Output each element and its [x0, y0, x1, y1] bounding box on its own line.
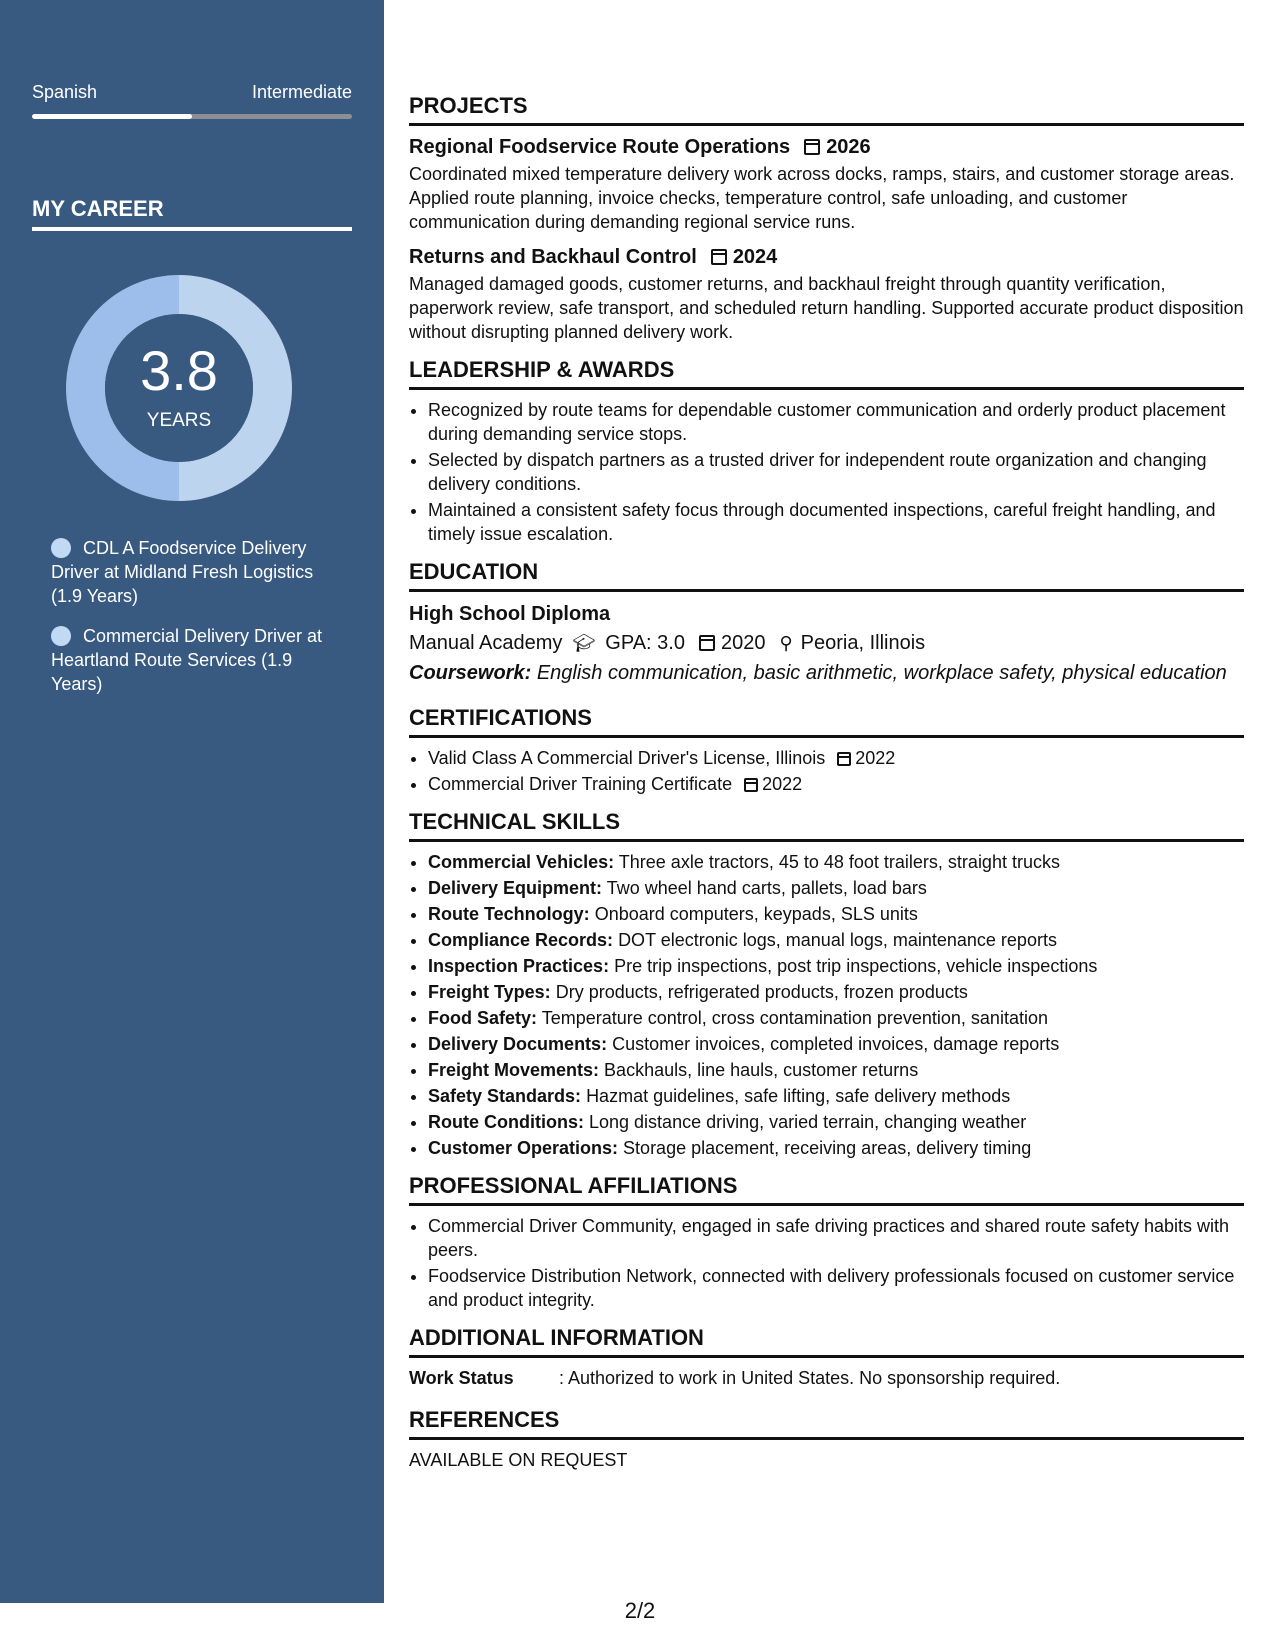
degree-title: High School Diploma	[409, 603, 611, 625]
skill-value: Hazmat guidelines, safe lifting, safe delivery methods	[586, 1086, 1011, 1106]
location-pin-icon: ⚲	[779, 633, 793, 653]
certification-name: Commercial Driver Training Certificate	[428, 774, 733, 794]
section-divider	[409, 1437, 1244, 1440]
section-title: LEADERSHIP & AWARDS	[409, 357, 675, 382]
certifications-list	[409, 746, 1244, 796]
bullet-dot-icon	[51, 538, 71, 558]
main-content	[409, 92, 1244, 1484]
list-item	[428, 1136, 1244, 1160]
skills-section	[409, 808, 1244, 1160]
education-location: Peoria, Illinois	[800, 632, 926, 654]
skill-label: Freight Types:	[428, 982, 551, 1002]
certification-year: 2022	[762, 774, 803, 794]
career-item	[51, 624, 341, 696]
skill-label: Delivery Equipment:	[428, 878, 603, 898]
additional-info-section	[409, 1324, 1244, 1390]
list-item	[428, 902, 1244, 926]
section-title: REFERENCES	[409, 1407, 560, 1432]
project-title	[409, 244, 1244, 270]
skill-label: Route Technology:	[428, 904, 590, 924]
work-status-row	[409, 1366, 1244, 1390]
skill-value: Three axle tractors, 45 to 48 foot trailers, straight trucks	[618, 852, 1060, 872]
career-years-label: YEARS	[146, 410, 212, 431]
calendar-icon	[744, 778, 758, 792]
coursework-text: English communication, basic arithmetic, workplace safety, physical education	[536, 662, 1227, 684]
section-title: EDUCATION	[409, 559, 539, 584]
certification-year: 2022	[855, 748, 896, 768]
skill-value: Backhauls, line hauls, customer returns	[604, 1060, 919, 1080]
career-title: MY CAREER	[32, 196, 164, 221]
skill-label: Route Conditions:	[428, 1112, 584, 1132]
project-description: Coordinated mixed temperature delivery work across docks, ramps, stairs, and customer storage areas. Applied route planning, invoice checks, temperature control, safe unloading, and customer communication during demanding regional service runs.	[409, 164, 1235, 232]
skills-list	[409, 850, 1244, 1160]
list-item	[428, 876, 1244, 900]
skill-value: Storage placement, receiving areas, delivery timing	[623, 1138, 1032, 1158]
references-text: AVAILABLE ON REQUEST	[409, 1450, 628, 1470]
project-name: Regional Foodservice Route Operations	[409, 136, 791, 158]
coursework-label: Coursework:	[409, 662, 532, 684]
skill-value: Pre trip inspections, post trip inspections, vehicle inspections	[614, 956, 1098, 976]
skill-label: Safety Standards:	[428, 1086, 582, 1106]
section-title: PROFESSIONAL AFFILIATIONS	[409, 1173, 738, 1198]
list-item: • Selected by dispatch partners as a trusted driver for independent route organization and changing delivery conditions.	[428, 448, 1244, 496]
skill-label: Customer Operations:	[428, 1138, 619, 1158]
language-row	[32, 82, 352, 103]
career-total-years: 3.8	[140, 339, 218, 402]
list-item: • Foodservice Distribution Network, connected with delivery professionals focused on customer service and product integrity.	[428, 1264, 1244, 1312]
calendar-icon	[699, 635, 715, 651]
skill-value: Customer invoices, completed invoices, damage reports	[612, 1034, 1060, 1054]
list-item	[428, 1032, 1244, 1056]
skill-value: Onboard computers, keypads, SLS units	[594, 904, 918, 924]
skill-value: Long distance driving, varied terrain, changing weather	[589, 1112, 1027, 1132]
bullet-dot-icon	[51, 626, 71, 646]
skill-value: Temperature control, cross contamination prevention, sanitation	[541, 1008, 1048, 1028]
list-item	[428, 850, 1244, 874]
section-divider	[409, 387, 1244, 390]
skill-value: Two wheel hand carts, pallets, load bars	[606, 878, 927, 898]
career-item-text: Commercial Delivery Driver at Heartland Route Services (1.9 Years)	[51, 626, 323, 694]
section-title: TECHNICAL SKILLS	[409, 809, 621, 834]
work-status-value: : Authorized to work in United States. No sponsorship required.	[559, 1368, 1061, 1388]
language-name: Spanish	[32, 82, 98, 102]
section-divider	[409, 839, 1244, 842]
list-item	[428, 1006, 1244, 1030]
list-item	[428, 1110, 1244, 1134]
career-item-text: CDL A Foodservice Delivery Driver at Midland Fresh Logistics (1.9 Years)	[51, 538, 314, 606]
calendar-icon	[711, 249, 727, 265]
career-list	[51, 536, 341, 712]
sidebar	[0, 0, 384, 1603]
skill-value: DOT electronic logs, manual logs, maintenance reports	[618, 930, 1057, 950]
leadership-section	[409, 356, 1244, 546]
list-item	[428, 1058, 1244, 1082]
list-item	[428, 772, 1244, 796]
list-item: • Commercial Driver Community, engaged in safe driving practices and shared route safety habits with peers.	[428, 1214, 1244, 1262]
language-proficiency-bar	[32, 114, 352, 119]
language-proficiency-fill	[32, 114, 192, 119]
projects-section	[409, 92, 1244, 344]
section-divider	[409, 123, 1244, 126]
skill-label: Compliance Records:	[428, 930, 614, 950]
section-divider	[409, 589, 1244, 592]
list-item	[428, 746, 1244, 770]
list-item: • Maintained a consistent safety focus through documented inspections, careful freight handling, and timely issue escalation.	[428, 498, 1244, 546]
section-divider	[409, 1203, 1244, 1206]
project-description: Managed damaged goods, customer returns, and backhaul freight through quantity verification, paperwork review, safe transport, and scheduled return handling. Supported accurate product disposition without disrupting planned delivery work.	[409, 274, 1244, 342]
affiliations-section	[409, 1172, 1244, 1312]
leadership-list	[409, 398, 1244, 546]
project-year: 2024	[732, 246, 778, 268]
section-title: ADDITIONAL INFORMATION	[409, 1325, 704, 1350]
list-item: • Recognized by route teams for dependable customer communication and orderly product placement during demanding service stops.	[428, 398, 1244, 446]
career-item	[51, 536, 341, 608]
page-number: 2/2	[624, 1598, 656, 1623]
calendar-icon	[837, 752, 851, 766]
gpa: GPA: 3.0	[605, 632, 685, 654]
coursework	[409, 658, 1244, 688]
skill-label: Commercial Vehicles:	[428, 852, 615, 872]
skill-label: Delivery Documents:	[428, 1034, 608, 1054]
education-meta	[409, 628, 1244, 658]
graduation-cap-icon: 🎓︎	[572, 633, 596, 653]
list-item	[428, 954, 1244, 978]
language-level: Intermediate	[251, 82, 352, 102]
calendar-icon	[804, 139, 820, 155]
education-year: 2020	[720, 632, 766, 654]
skill-label: Freight Movements:	[428, 1060, 600, 1080]
certification-name: Valid Class A Commercial Driver's License, Illinois	[428, 748, 826, 768]
section-title: CERTIFICATIONS	[409, 705, 592, 730]
section-divider	[409, 1355, 1244, 1358]
skill-value: Dry products, refrigerated products, frozen products	[555, 982, 968, 1002]
work-status-label: Work Status	[409, 1368, 514, 1388]
certifications-section	[409, 704, 1244, 796]
project-name: Returns and Backhaul Control	[409, 246, 697, 268]
project-year: 2026	[826, 136, 871, 158]
education-section	[409, 558, 1244, 688]
references-section	[409, 1406, 1244, 1472]
project-title	[409, 134, 1244, 160]
career-divider	[32, 227, 352, 231]
list-item	[428, 928, 1244, 952]
section-divider	[409, 735, 1244, 738]
list-item	[428, 1084, 1244, 1108]
skill-label: Inspection Practices:	[428, 956, 610, 976]
section-title: PROJECTS	[409, 93, 528, 118]
school-name: Manual Academy	[409, 632, 563, 654]
skill-label: Food Safety:	[428, 1008, 538, 1028]
list-item	[428, 980, 1244, 1004]
affiliations-list	[409, 1214, 1244, 1312]
